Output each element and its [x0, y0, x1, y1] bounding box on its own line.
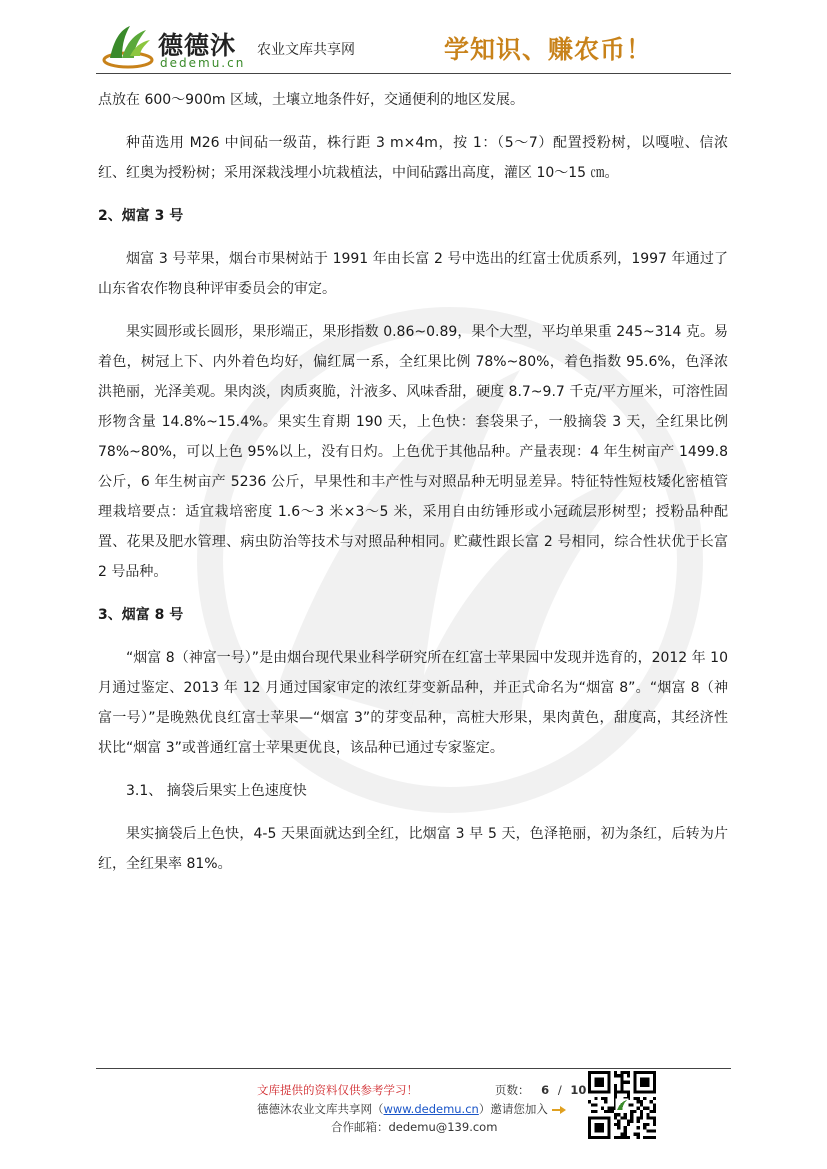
section-heading: 2、烟富 3 号 [98, 208, 184, 224]
page-separator: / [557, 1083, 562, 1097]
contact-label: 合作邮箱： [331, 1120, 389, 1134]
body-paragraph: 烟富 3 号苹果，烟台市果树站于 1991 年由长富 2 号中选出的红富士优质系列，1997 年通过了山东省农作物良种评审委员会的审定。 [98, 251, 728, 297]
footer-notice: 文库提供的资料仅供参考学习！ [257, 1083, 418, 1097]
footer-site-suffix: ）邀请您加入 [478, 1102, 548, 1116]
site-tagline: 农业文库共享网 [257, 42, 355, 58]
page-label: 页数： [495, 1083, 530, 1097]
body-paragraph: 果实圆形或长圆形，果形端正，果形指数 0.86~0.89，果个大型，平均单果重 245~314 克。易着色，树冠上下、内外着色均好，偏红属一系，全红果比例 78%~80%，着色指数 95.6%，色泽浓洪艳丽，光泽美观。果肉淡，肉质爽脆，汁液多、风味香甜，硬度 8.7~9.7 千克/平方厘米，可溶性固形物含量 14.8%~15.4%。果实生育期 190 天，上色快：套袋果子，一般摘袋 3 天，全红果比例 78%~80%，可以上色 95%以上，没有日灼。上色优于其他品种。产量表现：4 年生树亩产 1499.8 公斤，6 年生树亩产 5236 公斤，早果性和丰产性与对照品种无明显差异。特征特性短枝矮化密植管理栽培要点：适宜栽培密度 1.6～3 米×3～5 米，采用自由纺锤形或小冠疏层形树型；授粉品种配置、花果及肥水管理、病虫防治等技术与对照品种相同。贮藏性跟长富 2 号相同，综合性状优于长富 2 号品种。 [98, 324, 728, 580]
document-body [98, 85, 728, 879]
brand-domain: dedemu.cn [160, 56, 246, 70]
qr-code-icon[interactable] [588, 1071, 656, 1139]
contact-email[interactable]: dedemu@139.com [388, 1120, 498, 1134]
pointing-hand-icon [551, 1104, 567, 1116]
section-heading: 3、烟富 8 号 [98, 607, 184, 623]
page-total: 10 [570, 1083, 587, 1097]
footer-site-link[interactable]: www.dedemu.cn [383, 1102, 479, 1116]
dedemu-logo-icon [100, 20, 156, 70]
footer-site-line [257, 1101, 567, 1117]
brand-name: 德德沐 [158, 31, 237, 60]
body-paragraph: 点放在 600～900m 区域，土壤立地条件好，交通便利的地区发展。 [98, 92, 524, 108]
body-paragraph: 果实摘袋后上色快，4-5 天果面就达到全红，比烟富 3 早 5 天，色泽艳丽，初为条红，后转为片红，全红果率 81%。 [98, 826, 728, 872]
page-current: 6 [541, 1083, 550, 1097]
body-paragraph: 种苗选用 M26 中间砧一级苗，株行距 3 m×4m，按 1：（5～7）配置授粉树，以嘎啦、信浓红、红奥为授粉树；采用深栽浅埋小坑栽植法，中间砧露出高度，灌区 10～15 ㎝。 [98, 135, 728, 181]
body-paragraph: “烟富 8（神富一号）”是由烟台现代果业科学研究所在红富士苹果园中发现并选育的，2012 年 10 月通过鉴定、2013 年 12 月通过国家审定的浓红芽变新品种，并正式命名为“烟富 8”。“烟富 8（神富一号）”是晚熟优良红富士苹果—“烟富 3”的芽变品种，高桩大形果，果肉黄色，甜度高，其经济性状比“烟富 3”或普通红富士苹果更优良，该品种已通过专家鉴定。 [98, 650, 728, 756]
header-divider [96, 73, 731, 74]
footer-divider [96, 1068, 731, 1069]
page-indicator [495, 1082, 586, 1098]
footer-contact [331, 1119, 497, 1135]
body-paragraph: 3.1、 摘袋后果实上色速度快 [126, 783, 307, 799]
site-slogan: 学知识、赚农币！ [444, 35, 653, 64]
page-header [96, 18, 731, 74]
footer-site-prefix: 德德沐农业文库共享网（ [257, 1102, 384, 1116]
